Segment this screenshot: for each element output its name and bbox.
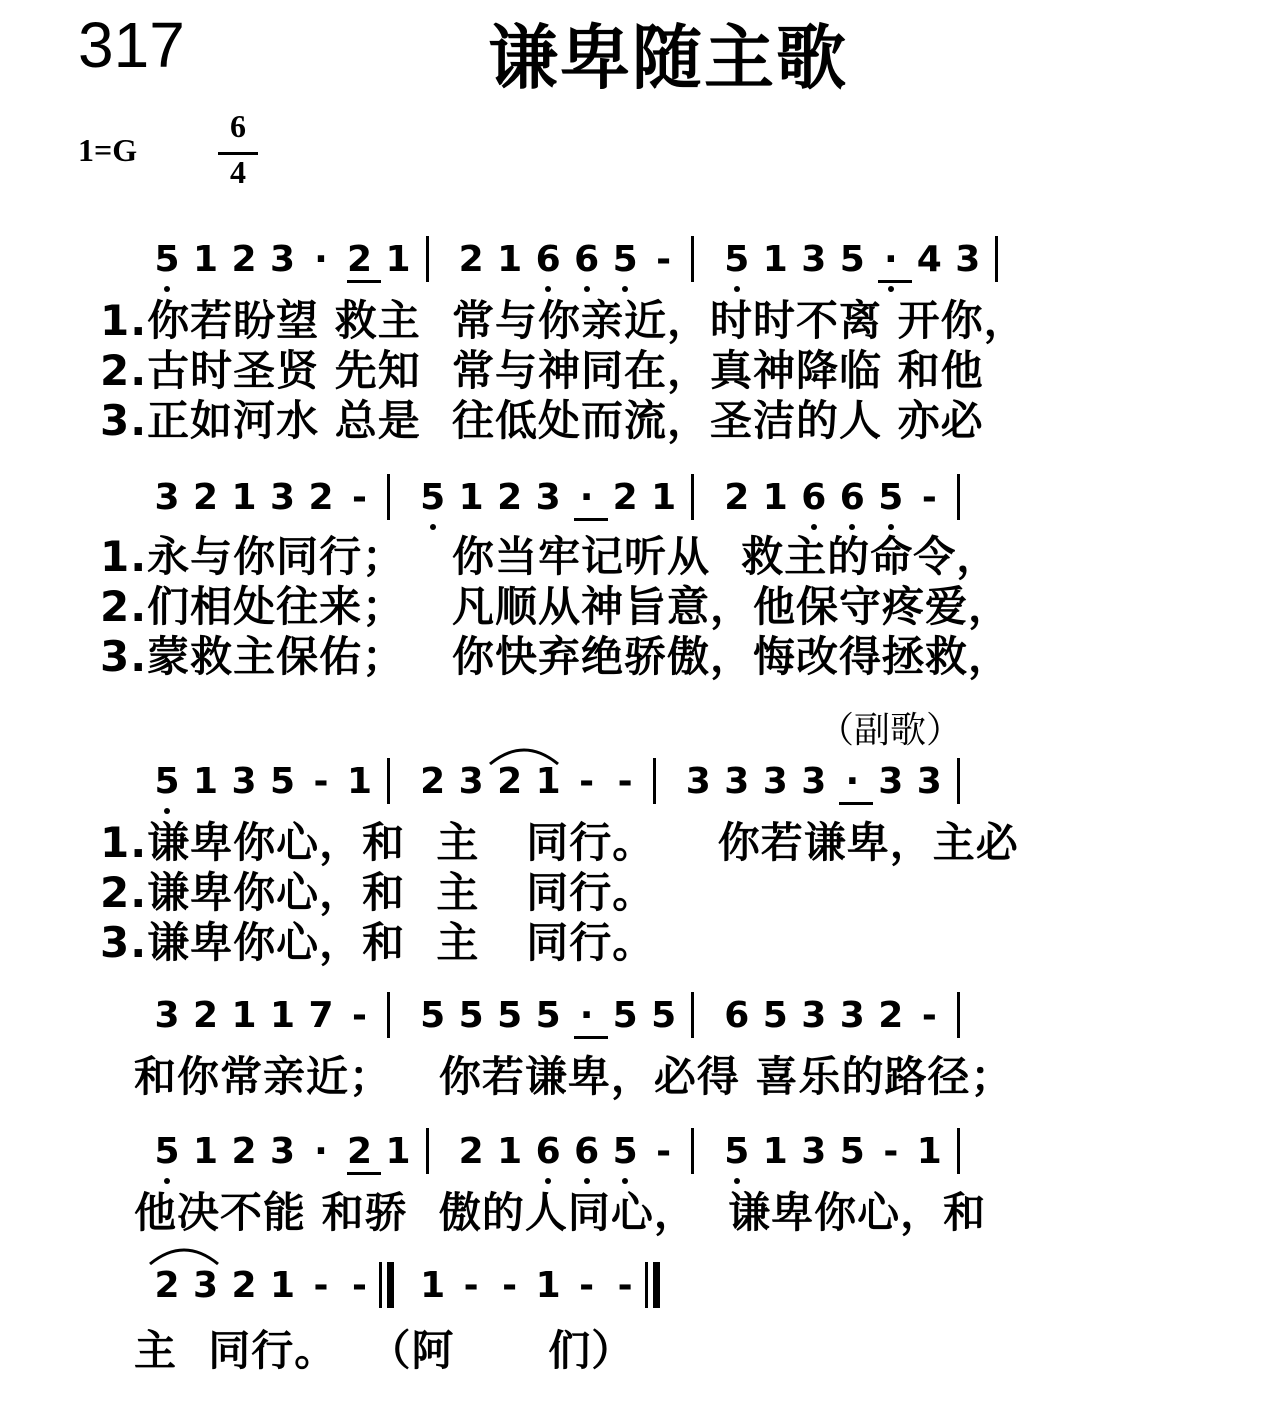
note-numeral: 1 [231,477,257,518]
lyric-line: 和你常亲近； 你若谦卑，必得 喜乐的路径； [134,1052,1014,1101]
note-numeral: 5 [612,239,638,280]
note-numeral: 5 [154,239,180,280]
note-numeral: 1 [916,1131,942,1172]
note-numeral: 1 [497,1131,523,1172]
note-numeral: 1 [762,1131,788,1172]
time-signature-top: 6 [230,108,246,144]
octave-dot [164,1178,170,1184]
dash-extension: - [352,995,367,1036]
note-numeral: 3 [154,995,180,1036]
note-numeral: 1 [385,239,411,280]
note-numeral: 3 [801,761,827,802]
octave-dot [430,524,436,530]
note-numeral: 1 [420,1265,446,1306]
note-numeral: 2 [231,239,257,280]
barline [691,474,694,520]
note-numeral: 1 [269,1265,296,1306]
dash-extension: - [921,995,937,1036]
note-numeral: 3 [762,761,788,802]
note-numeral: 3 [154,477,180,518]
note-numeral: 3 [685,761,711,802]
barline [387,992,390,1038]
lyric-line: 3.谦卑你心，和 主 同行。 [100,918,656,967]
octave-dot [164,808,170,814]
dash-extension: - [656,1131,672,1172]
lyric-line: 2.们相处往来； 凡顺从神旨意，他保守疼爱， [100,582,1012,631]
note-numeral: 5 [154,1131,180,1172]
note-numeral: 1 [192,1131,219,1172]
note-numeral: 3 [269,1131,296,1172]
dotted-rhythm: · [845,761,860,802]
hymn-title: 谦卑随主歌 [488,17,848,99]
note-numeral: 1 [762,239,788,280]
note-numeral: 6 [839,477,865,518]
note-numeral: 5 [269,761,296,802]
dash-extension: - [463,1265,479,1306]
note-numeral: 2 [497,761,523,802]
note-numeral: 5 [839,1131,865,1172]
octave-dot [888,524,894,530]
note-numeral: 1 [385,1131,411,1172]
octave-dot [622,286,628,292]
key-signature: 1=G [78,132,138,168]
beam-underline [574,518,608,521]
staff-line [0,996,1280,1056]
barline [387,474,390,520]
note-numeral: 3 [801,239,827,280]
staff-line [0,478,1280,538]
note-numeral: 3 [839,995,865,1036]
final-barline [653,1262,660,1308]
dash-extension: - [617,1265,633,1306]
dash-extension: - [352,477,367,518]
octave-dot [545,1178,551,1184]
barline [387,758,390,804]
note-numeral: 3 [801,995,827,1036]
barline [957,1128,960,1174]
dash-extension: - [352,1265,367,1306]
barline [957,992,960,1038]
dash-extension: - [579,1265,595,1306]
note-numeral: 1 [269,995,296,1036]
dash-extension: - [883,1131,899,1172]
note-numeral: 5 [839,239,865,280]
refrain-label: （副歌） [818,710,963,751]
note-numeral: 1 [535,761,561,802]
beam-underline [347,280,381,283]
note-numeral: 2 [878,995,904,1036]
note-numeral: 1 [458,477,484,518]
note-numeral: 6 [535,1131,561,1172]
note-numeral: 2 [154,1265,180,1306]
note-numeral: 6 [724,995,750,1036]
dotted-rhythm: · [579,477,594,518]
dash-extension: - [579,761,595,802]
note-numeral: 1 [192,239,219,280]
note-numeral: 5 [612,1131,638,1172]
note-numeral: 3 [878,761,904,802]
note-numeral: 6 [574,239,600,280]
octave-dot [622,1178,628,1184]
note-numeral: 2 [458,239,484,280]
note-numeral: 5 [878,477,904,518]
note-numeral: 5 [724,239,750,280]
barline [691,236,694,282]
beam-underline [878,280,912,283]
octave-dot [734,1178,740,1184]
note-numeral: 1 [231,995,257,1036]
note-numeral: 1 [192,761,219,802]
dash-extension: - [656,239,672,280]
barline [691,1128,694,1174]
note-numeral: 1 [346,761,373,802]
note-numeral: 5 [612,995,638,1036]
barline [957,474,960,520]
note-numeral: 3 [955,239,981,280]
staff-line [0,240,1280,300]
note-numeral: 6 [801,477,827,518]
beam-underline [839,802,873,805]
octave-dot [545,286,551,292]
octave-dot [811,524,817,530]
dash-extension: - [921,477,937,518]
note-numeral: 5 [724,1131,750,1172]
beam-underline [347,1172,381,1175]
note-numeral: 5 [420,995,446,1036]
note-numeral: 3 [231,761,257,802]
lyric-line: 1.永与你同行； 你当牢记听从 救主的命令， [100,532,1000,581]
octave-dot [164,286,170,292]
note-numeral: 4 [916,239,942,280]
dash-extension: - [502,1265,518,1306]
note-numeral: 1 [535,1265,561,1306]
note-numeral: 2 [724,477,750,518]
note-numeral: 1 [762,477,788,518]
octave-dot [584,1178,590,1184]
note-numeral: 5 [535,995,561,1036]
note-numeral: 6 [574,1131,600,1172]
note-numeral: 1 [497,239,523,280]
lyric-line: 他决不能 和骄 傲的人同心， 谦卑你心，和 [134,1188,987,1237]
barline [995,236,998,282]
time-signature-bottom: 4 [230,154,246,190]
note-numeral: 2 [346,239,373,280]
note-numeral: 2 [231,1265,257,1306]
barline [426,236,429,282]
hymn-number: 317 [78,9,185,81]
note-numeral: 3 [192,1265,219,1306]
note-numeral: 2 [308,477,334,518]
slur-mark [144,1242,224,1266]
lyric-line: 3.正如河水 总是 往低处而流，圣洁的人 亦必 [100,396,984,445]
note-numeral: 2 [192,995,219,1036]
note-numeral: 2 [458,1131,484,1172]
final-barline [387,1262,394,1308]
slur-mark [484,742,564,766]
octave-dot [888,286,894,292]
note-numeral: 3 [535,477,561,518]
dotted-rhythm: · [314,239,328,280]
note-numeral: 2 [192,477,219,518]
note-numeral: 1 [651,477,677,518]
note-numeral: 3 [458,761,484,802]
staff-line [0,1132,1280,1192]
note-numeral: 7 [308,995,334,1036]
note-numeral: 5 [762,995,788,1036]
note-numeral: 2 [612,477,638,518]
note-numeral: 5 [420,477,446,518]
note-numeral: 3 [801,1131,827,1172]
octave-dot [849,524,855,530]
note-numeral: 3 [269,239,296,280]
octave-dot [734,286,740,292]
lyric-line: 2.谦卑你心，和 主 同行。 [100,868,656,917]
barline [691,992,694,1038]
note-numeral: 5 [458,995,484,1036]
staff-line [0,762,1280,822]
dash-extension: - [313,1265,329,1306]
lyric-line: 1.你若盼望 救主 常与你亲近，时时不离 开你， [100,296,1027,345]
note-numeral: 6 [535,239,561,280]
note-numeral: 2 [231,1131,257,1172]
note-numeral: 5 [497,995,523,1036]
note-numeral: 3 [916,761,942,802]
note-numeral: 3 [269,477,296,518]
barline [379,1262,382,1308]
note-numeral: 2 [497,477,523,518]
note-numeral: 5 [154,761,180,802]
dotted-rhythm: · [314,1131,328,1172]
octave-dot [584,286,590,292]
dotted-rhythm: · [883,239,898,280]
barline [645,1262,648,1308]
dash-extension: - [313,761,329,802]
barline [426,1128,429,1174]
staff-line [0,1266,1280,1326]
lyric-line: 3.蒙救主保佑； 你快弃绝骄傲，悔改得拯救， [100,632,1012,681]
note-numeral: 3 [724,761,750,802]
dotted-rhythm: · [579,995,594,1036]
barline [957,758,960,804]
beam-underline [574,1036,608,1039]
note-numeral: 2 [346,1131,373,1172]
lyric-line: 1.谦卑你心，和 主 同行。 你若谦卑，主必 [100,818,1019,867]
dash-extension: - [617,761,633,802]
note-numeral: 2 [420,761,446,802]
note-numeral: 5 [651,995,677,1036]
lyric-line: 2.古时圣贤 先知 常与神同在，真神降临 和他 [100,346,984,395]
barline [653,758,656,804]
lyric-line: 主 同行。 （阿 们） [134,1326,635,1375]
